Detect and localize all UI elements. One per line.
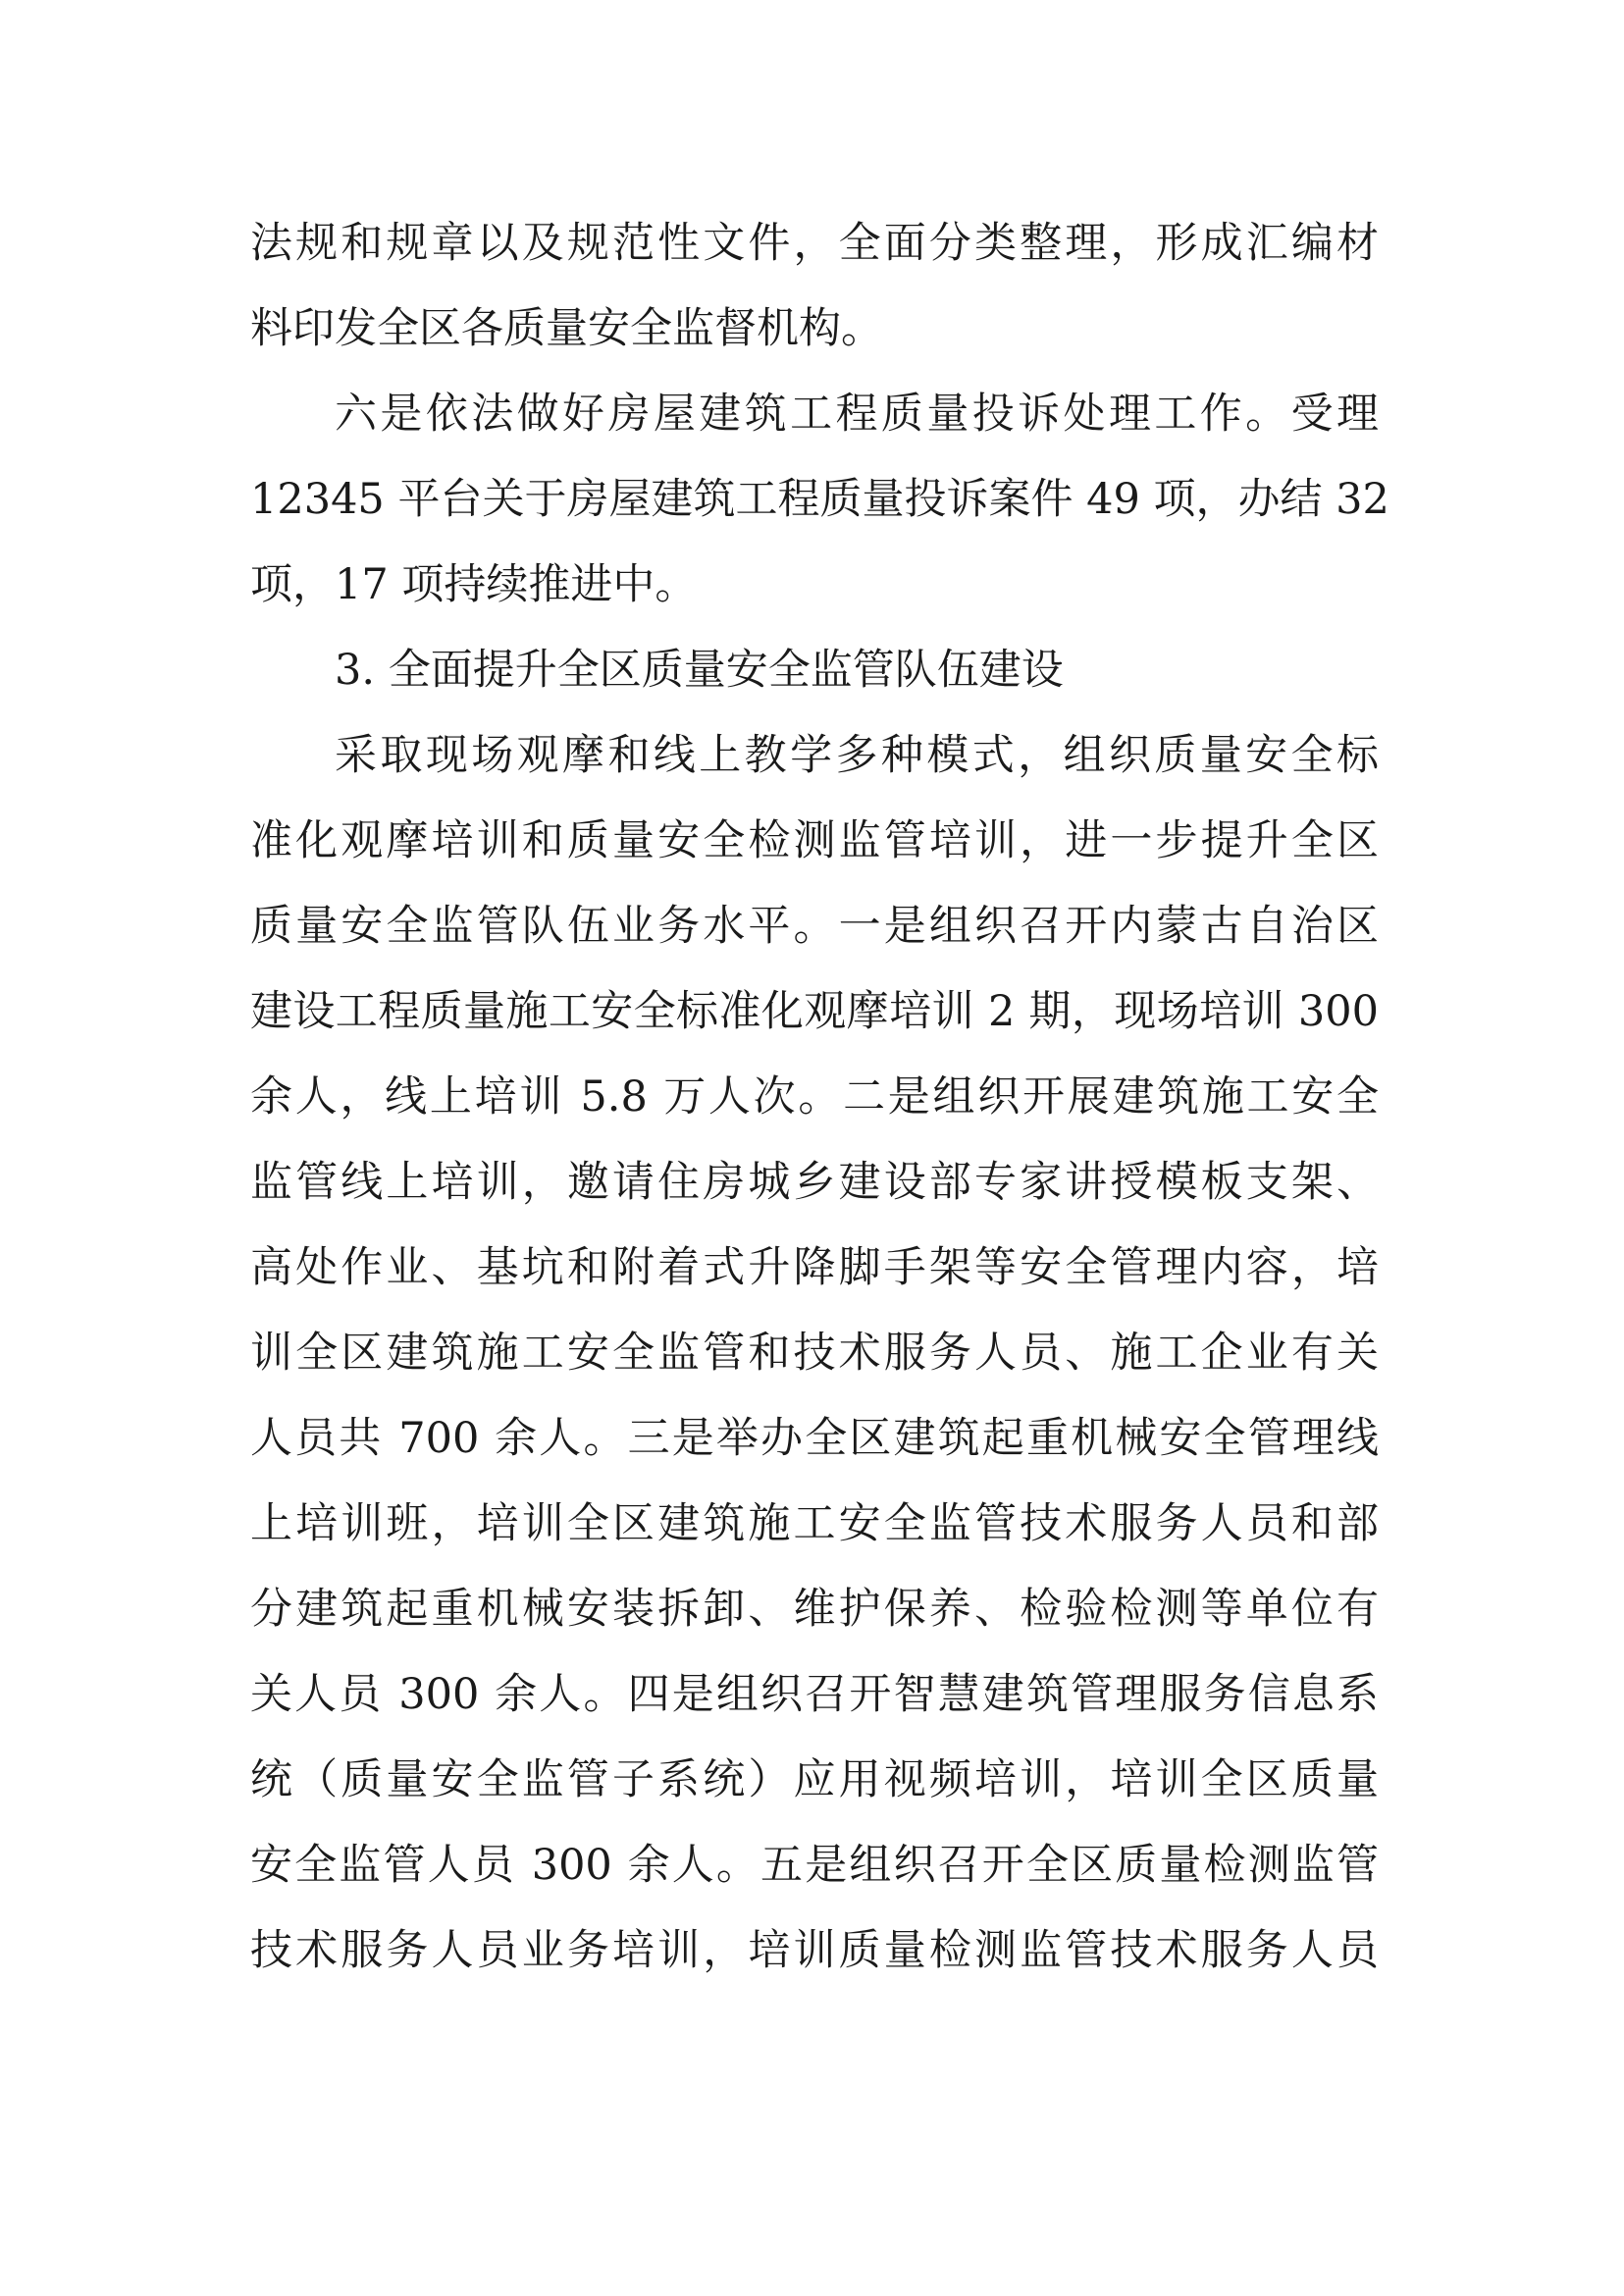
text-line: 高处作业、基坑和附着式升降脚手架等安全管理内容，培 bbox=[250, 1243, 1379, 1292]
text-line: 准化观摩培训和质量安全检测监管培训，进一步提升全区 bbox=[250, 816, 1379, 865]
text-line: 安全监管人员 300 余人。五是组织召开全区质量检测监管 bbox=[250, 1841, 1379, 1890]
text-line: 关人员 300 余人。四是组织召开智慧建筑管理服务信息系 bbox=[250, 1670, 1379, 1719]
text-line: 12345 平台关于房屋建筑工程质量投诉案件 49 项，办结 32 bbox=[250, 475, 1389, 524]
text-line: 监管线上培训，邀请住房城乡建设部专家讲授模板支架、 bbox=[250, 1158, 1379, 1207]
text-line: 技术服务人员业务培训，培训质量检测监管技术服务人员 bbox=[250, 1926, 1379, 1975]
text-line: 分建筑起重机械安装拆卸、维护保养、检验检测等单位有 bbox=[250, 1585, 1379, 1634]
text-line: 项，17 项持续推进中。 bbox=[250, 560, 698, 609]
text-line: 人员共 700 余人。三是举办全区建筑起重机械安全管理线 bbox=[250, 1414, 1379, 1463]
text-line: 上培训班，培训全区建筑施工安全监管技术服务人员和部 bbox=[250, 1499, 1379, 1548]
text-line: 余人，线上培训 5.8 万人次。二是组织开展建筑施工安全 bbox=[250, 1072, 1379, 1122]
text-line: 采取现场观摩和线上教学多种模式，组织质量安全标 bbox=[335, 731, 1379, 780]
text-line: 六是依法做好房屋建筑工程质量投诉处理工作。受理 bbox=[335, 390, 1379, 439]
body-text bbox=[250, 201, 1389, 1994]
text-line: 训全区建筑施工安全监管和技术服务人员、施工企业有关 bbox=[250, 1329, 1379, 1378]
text-line: 统（质量安全监管子系统）应用视频培训，培训全区质量 bbox=[250, 1755, 1379, 1804]
text-line: 法规和规章以及规范性文件，全面分类整理，形成汇编材 bbox=[250, 219, 1379, 268]
text-line: 料印发全区各质量安全监督机构。 bbox=[250, 304, 883, 353]
section-heading: 3. 全面提升全区质量安全监管队伍建设 bbox=[335, 646, 1064, 695]
text-line: 建设工程质量施工安全标准化观摩培训 2 期，现场培训 300 bbox=[250, 987, 1379, 1036]
text-line: 质量安全监管队伍业务水平。一是组织召开内蒙古自治区 bbox=[250, 902, 1379, 951]
